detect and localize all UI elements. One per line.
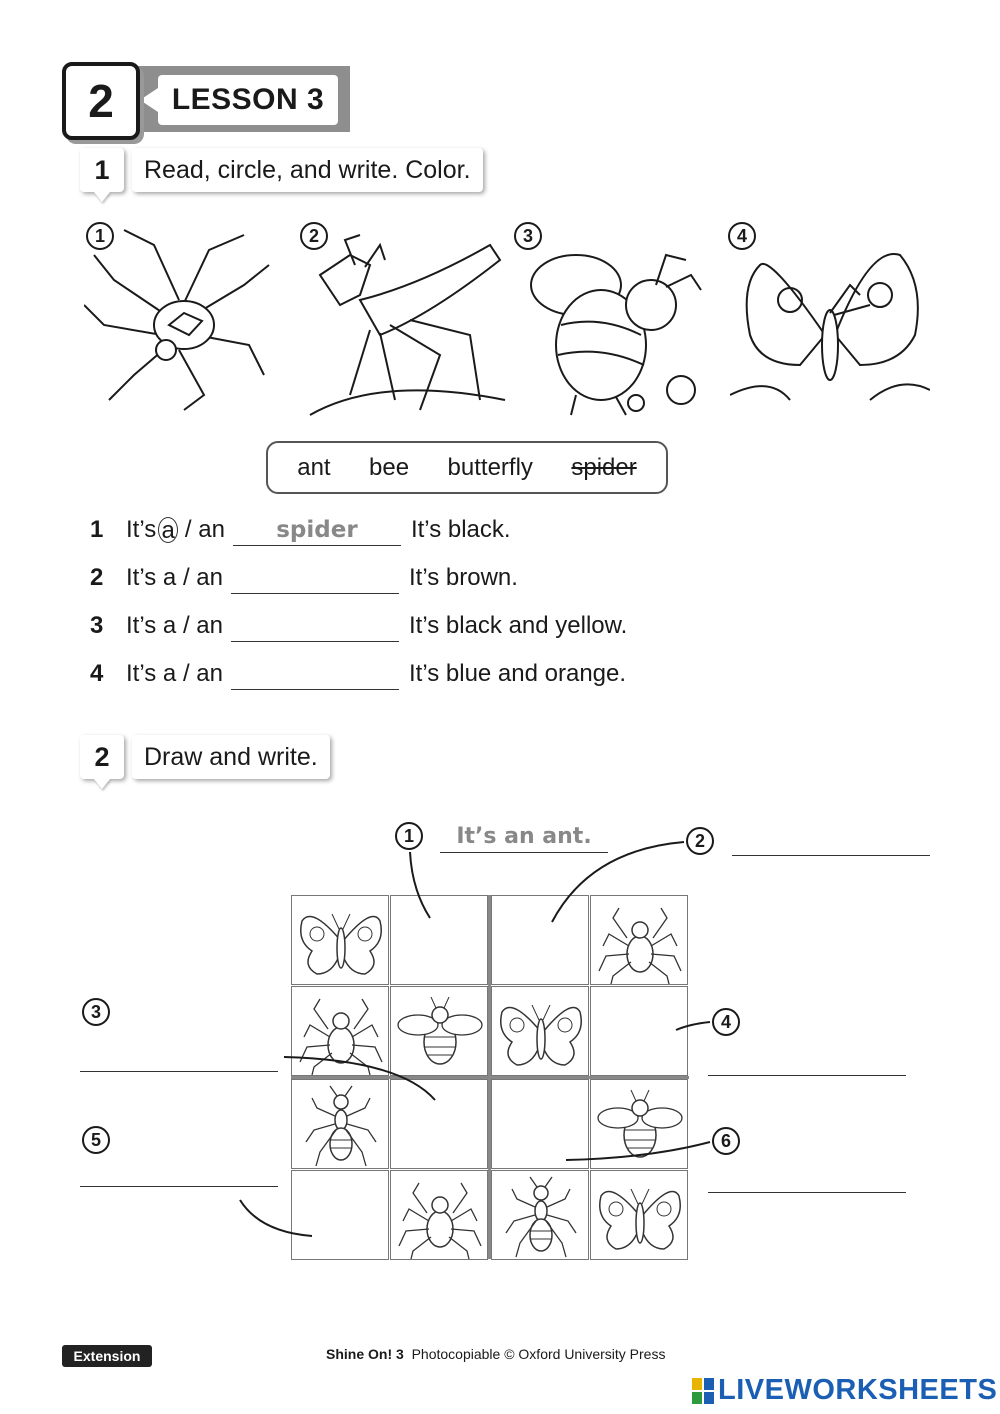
grid-cell-spider (291, 986, 389, 1076)
unit-number-badge: 2 (62, 62, 140, 140)
liveworksheets-icon (692, 1378, 714, 1404)
word-bank-bee: bee (369, 453, 410, 481)
picture-1-number: 1 (86, 222, 114, 250)
grid-cell-bee (590, 1079, 688, 1169)
spider-drawing (591, 896, 689, 986)
grid-horizontal-divider (291, 1076, 689, 1079)
ant-drawing (492, 1171, 590, 1261)
liveworksheets-logo[interactable]: LIVEWORKSHEETS (692, 1374, 997, 1407)
answer-line-4[interactable] (708, 1075, 906, 1076)
picture-3-number: 3 (514, 222, 542, 250)
article-a-option[interactable]: a (162, 660, 177, 687)
grid-cell-ant (291, 1079, 389, 1169)
answer-field-4[interactable] (231, 659, 399, 690)
answer-field-3[interactable] (231, 611, 399, 642)
grid-cell-spider (590, 895, 688, 985)
sentence-2: 2 It’s a / an It’s brown. (90, 558, 518, 598)
bee-drawing (591, 1080, 689, 1170)
article-a-option[interactable]: a (158, 517, 178, 543)
answer-field-2[interactable] (231, 563, 399, 594)
exercise-1-number: 1 (80, 148, 124, 192)
spider-illustration (84, 225, 274, 415)
label-6: 6 (712, 1127, 740, 1155)
exercise-1-instruction: Read, circle, and write. Color. (132, 148, 483, 192)
lesson-title: LESSON 3 (158, 75, 338, 125)
grid-cell-empty[interactable] (590, 986, 688, 1076)
word-bank-spider: spider (571, 453, 637, 481)
picture-4-number: 4 (728, 222, 756, 250)
article-a-option[interactable]: a (162, 612, 177, 639)
article-an-option[interactable]: an (198, 516, 225, 543)
label-5: 5 (82, 1126, 110, 1154)
answer-line-3[interactable] (80, 1071, 278, 1072)
article-an-option[interactable]: an (196, 564, 223, 591)
butterfly-illustration (730, 225, 930, 415)
example-answer: It’s an ant. (440, 822, 608, 853)
bee-illustration (516, 225, 716, 420)
extension-badge: Extension (62, 1345, 152, 1367)
grid-cell-butterfly (590, 1170, 688, 1260)
butterfly-drawing (492, 987, 590, 1077)
article-a-option[interactable]: a (162, 564, 177, 591)
footer-copyright: Shine On! 3 Photocopiable © Oxford University Press (326, 1346, 666, 1362)
word-bank (266, 441, 668, 494)
answer-field-1[interactable]: spider (233, 515, 401, 546)
answer-line-6[interactable] (708, 1192, 906, 1193)
label-1: 1 (395, 822, 423, 850)
spider-drawing (292, 987, 390, 1077)
grid-cell-spider (390, 1170, 488, 1260)
grid-cell-empty[interactable] (390, 1079, 488, 1169)
answer-line-2[interactable] (732, 855, 930, 856)
article-an-option[interactable]: an (196, 612, 223, 639)
sentence-4: 4 It’s a / an It’s blue and orange. (90, 654, 626, 694)
answer-line-5[interactable] (80, 1186, 278, 1187)
grid-cell-empty[interactable] (291, 1170, 389, 1260)
insect-grid (291, 895, 689, 1259)
exercise-2-instruction: Draw and write. (132, 735, 330, 779)
grid-cell-butterfly (491, 986, 589, 1076)
spider-drawing (391, 1171, 489, 1261)
butterfly-drawing (292, 896, 390, 986)
label-3: 3 (82, 998, 110, 1026)
lesson-banner-arrow (140, 88, 158, 112)
label-2: 2 (686, 827, 714, 855)
butterfly-drawing (591, 1171, 689, 1261)
grasshopper-illustration (300, 225, 510, 420)
bee-drawing (391, 987, 489, 1077)
grid-cell-empty[interactable] (491, 1079, 589, 1169)
word-bank-butterfly: butterfly (447, 453, 533, 481)
exercise-2-number: 2 (80, 735, 124, 779)
grid-cell-empty[interactable] (390, 895, 488, 985)
label-4: 4 (712, 1008, 740, 1036)
grid-cell-bee (390, 986, 488, 1076)
ant-drawing (292, 1080, 390, 1170)
word-bank-ant: ant (297, 453, 331, 481)
picture-2-number: 2 (300, 222, 328, 250)
grid-cell-ant (491, 1170, 589, 1260)
sentence-1: 1 It’s a / an spider It’s black. (90, 516, 511, 544)
grid-cell-empty[interactable] (491, 895, 589, 985)
grid-cell-butterfly (291, 895, 389, 985)
article-an-option[interactable]: an (196, 660, 223, 687)
sentence-3: 3 It’s a / an It’s black and yellow. (90, 606, 627, 646)
